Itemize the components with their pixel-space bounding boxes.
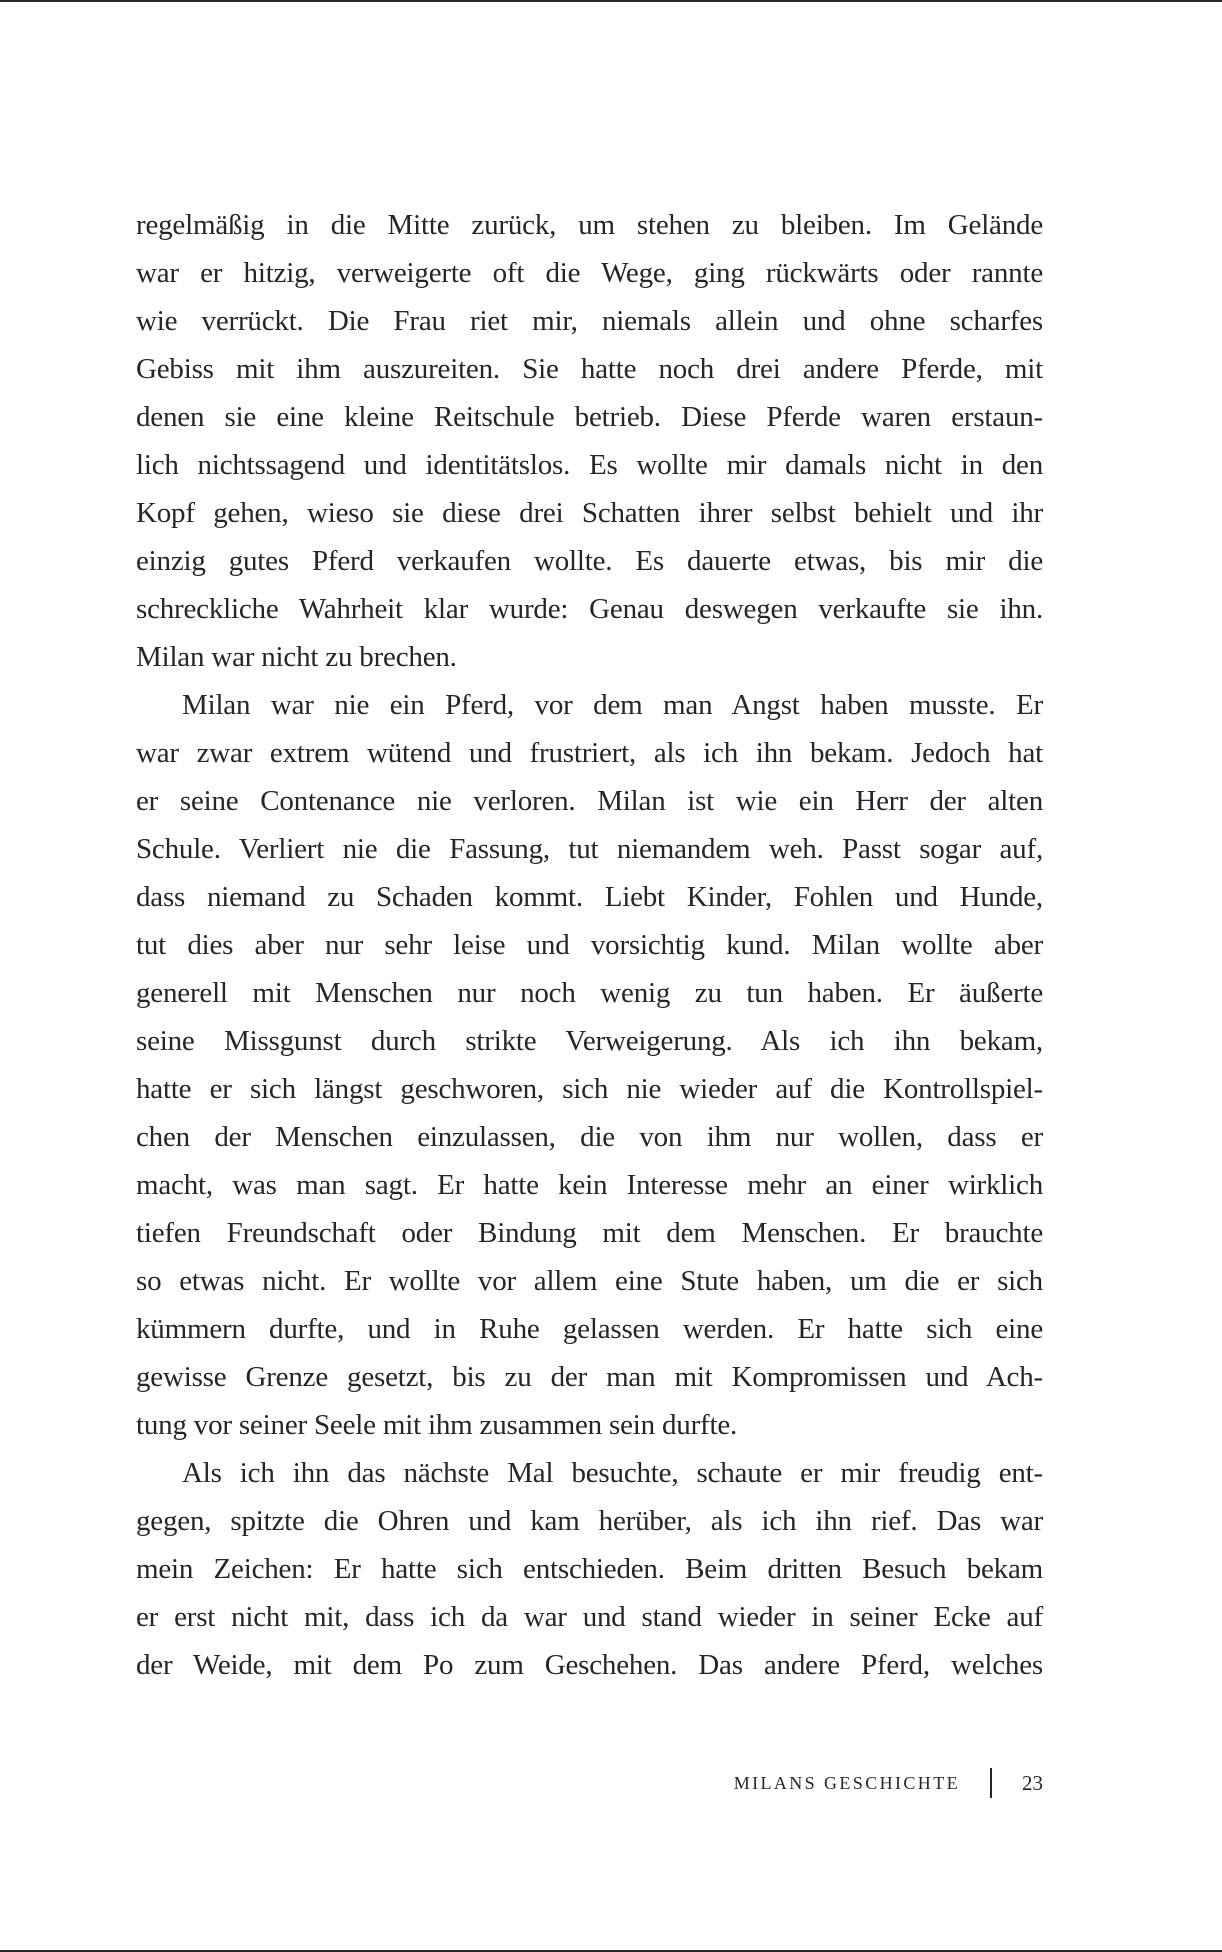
text-line: Milan war nicht zu brechen.: [136, 641, 457, 673]
text-line: gewisse Grenze gesetzt, bis zu der man mit Kompromissen und Ach-: [136, 1361, 1043, 1393]
body-text: [136, 201, 1043, 1689]
text-line: tung vor seiner Seele mit ihm zusammen sein durfte.: [136, 1409, 738, 1441]
text-line: regelmäßig in die Mitte zurück, um stehen zu bleiben. Im Gelände: [136, 209, 1043, 241]
text-line: seine Missgunst durch strikte Verweigerung. Als ich ihn bekam,: [136, 1025, 1043, 1057]
text-line: Gebiss mit ihm auszureiten. Sie hatte noch drei andere Pferde, mit: [136, 353, 1043, 385]
page-top-edge: [0, 0, 1222, 2]
text-line: denen sie eine kleine Reitschule betrieb. Diese Pferde waren erstaun-: [136, 401, 1043, 433]
text-line: chen der Menschen einzulassen, die von ihm nur wollen, dass er: [136, 1121, 1043, 1153]
text-line: war er hitzig, verweigerte oft die Wege, ging rückwärts oder rannte: [136, 257, 1043, 289]
text-line: er erst nicht mit, dass ich da war und stand wieder in seiner Ecke auf: [136, 1601, 1043, 1633]
text-line: wie verrückt. Die Frau riet mir, niemals allein und ohne scharfes: [136, 305, 1043, 337]
text-line: war zwar extrem wütend und frustriert, als ich ihn bekam. Jedoch hat: [136, 737, 1043, 769]
text-line: tiefen Freundschaft oder Bindung mit dem Menschen. Er brauchte: [136, 1217, 1043, 1249]
text-line: macht, was man sagt. Er hatte kein Interesse mehr an einer wirklich: [136, 1169, 1043, 1201]
page-number: 23: [1022, 1770, 1043, 1795]
text-line: mein Zeichen: Er hatte sich entschieden. Beim dritten Besuch bekam: [136, 1553, 1043, 1585]
running-head: MILANS GESCHICHTE: [733, 1772, 960, 1793]
text-line: so etwas nicht. Er wollte vor allem eine Stute haben, um die er sich: [136, 1265, 1043, 1297]
text-line: kümmern durfte, und in Ruhe gelassen werden. Er hatte sich eine: [136, 1313, 1043, 1345]
text-line: der Weide, mit dem Po zum Geschehen. Das andere Pferd, welches: [136, 1649, 1043, 1681]
footer-separator: [990, 1768, 992, 1798]
text-line: gegen, spitzte die Ohren und kam herüber, als ich ihn rief. Das war: [136, 1505, 1043, 1537]
page-footer: [690, 1766, 1043, 1800]
text-line: tut dies aber nur sehr leise und vorsichtig kund. Milan wollte aber: [136, 929, 1043, 961]
text-line: er seine Contenance nie verloren. Milan ist wie ein Herr der alten: [136, 785, 1043, 817]
text-line: lich nichtssagend und identitätslos. Es wollte mir damals nicht in den: [136, 449, 1043, 481]
text-line: Schule. Verliert nie die Fassung, tut niemandem weh. Passt sogar auf,: [136, 833, 1043, 865]
text-line: dass niemand zu Schaden kommt. Liebt Kinder, Fohlen und Hunde,: [136, 881, 1043, 913]
text-line: Milan war nie ein Pferd, vor dem man Angst haben musste. Er: [182, 689, 1043, 721]
text-line: Kopf gehen, wieso sie diese drei Schatten ihrer selbst behielt und ihr: [136, 497, 1043, 529]
text-line: Als ich ihn das nächste Mal besuchte, schaute er mir freudig ent-: [182, 1457, 1043, 1489]
text-line: hatte er sich längst geschworen, sich nie wieder auf die Kontrollspiel-: [136, 1073, 1043, 1105]
text-line: schreckliche Wahrheit klar wurde: Genau deswegen verkaufte sie ihn.: [136, 593, 1043, 625]
text-line: einzig gutes Pferd verkaufen wollte. Es dauerte etwas, bis mir die: [136, 545, 1043, 577]
text-line: generell mit Menschen nur noch wenig zu tun haben. Er äußerte: [136, 977, 1043, 1009]
